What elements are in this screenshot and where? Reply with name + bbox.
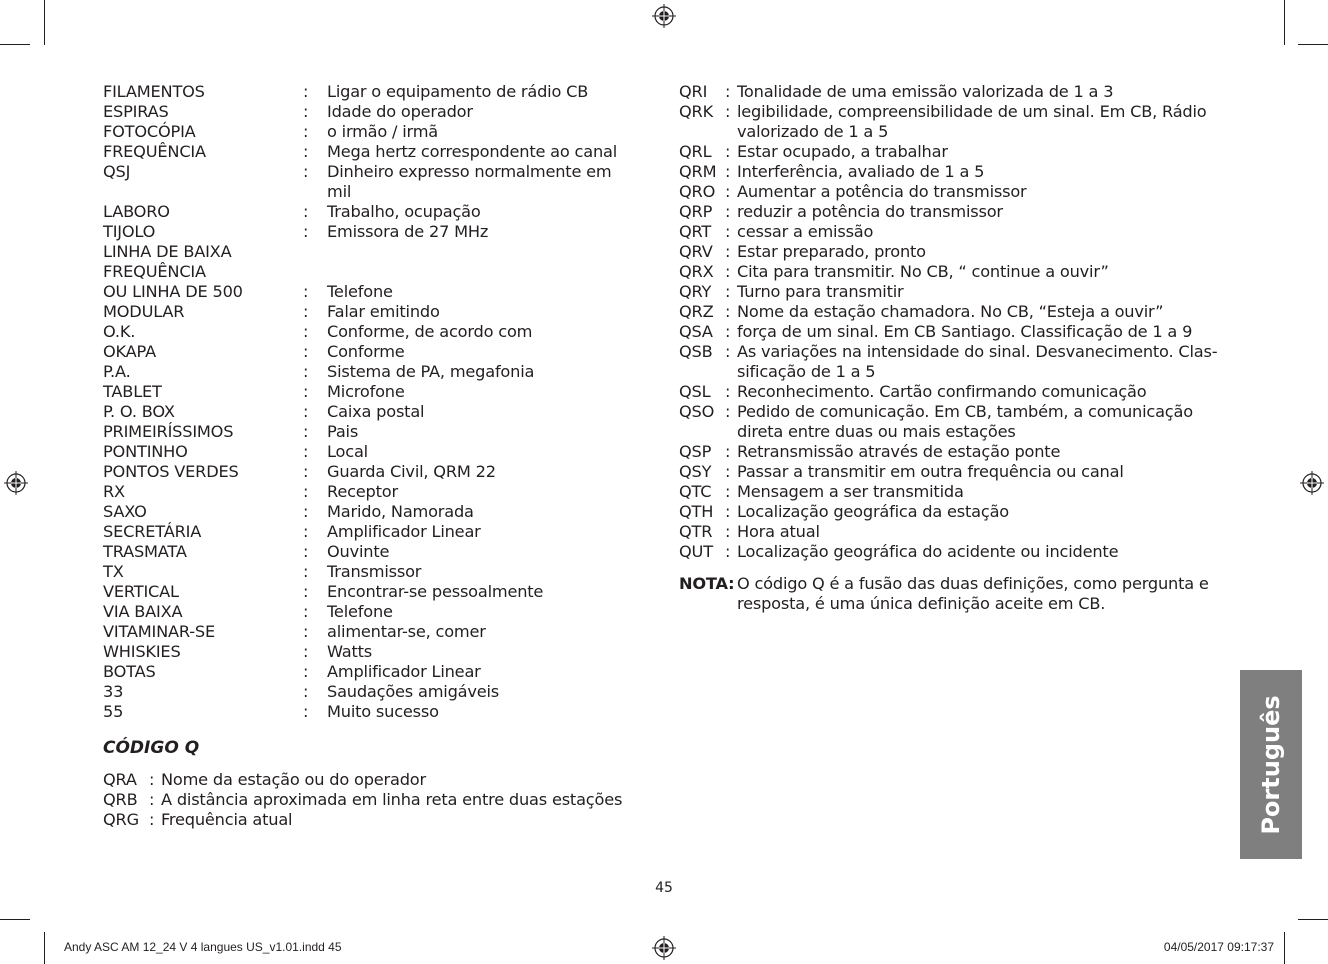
glossary-definition: o irmão / irmã bbox=[327, 122, 439, 141]
q-definition: Pedido de comunicação. Em CB, também, a comunicação direta entre duas ou mais estações bbox=[737, 402, 1193, 441]
q-code: QTC bbox=[679, 482, 712, 501]
q-colon: : bbox=[725, 542, 731, 561]
q-definition: A distância aproximada em linha reta entre duas estações bbox=[161, 790, 623, 809]
q-definition: As variações na intensidade do sinal. Desvanecimento. Clas-sificação de 1 a 5 bbox=[737, 342, 1218, 381]
crop-mark bbox=[0, 44, 30, 45]
q-colon: : bbox=[725, 462, 731, 481]
q-code-row bbox=[679, 342, 1239, 382]
q-code-row bbox=[679, 522, 1239, 542]
q-code-row bbox=[679, 82, 1239, 102]
q-definition: legibilidade, compreensibilidade de um sinal. Em CB, Rádio valorizado de 1 a 5 bbox=[737, 102, 1207, 141]
glossary-row bbox=[103, 122, 663, 142]
q-colon: : bbox=[725, 442, 731, 461]
glossary-definition: Microfone bbox=[327, 382, 405, 401]
registration-mark-icon bbox=[652, 4, 676, 28]
q-colon: : bbox=[725, 262, 731, 281]
q-colon: : bbox=[725, 242, 731, 261]
glossary-colon bbox=[303, 262, 327, 282]
q-code-row bbox=[103, 790, 663, 810]
glossary-definition bbox=[327, 242, 663, 262]
glossary-colon: : bbox=[303, 342, 309, 361]
nota-block bbox=[679, 574, 1239, 614]
glossary-colon: : bbox=[303, 702, 309, 721]
glossary-term: TIJOLO bbox=[103, 222, 156, 241]
q-colon: : bbox=[725, 142, 731, 161]
glossary-colon: : bbox=[303, 162, 309, 181]
glossary-definition: Telefone bbox=[327, 602, 393, 621]
q-code: QRL bbox=[679, 142, 712, 161]
glossary-term: OKAPA bbox=[103, 342, 156, 361]
glossary-row bbox=[103, 502, 663, 522]
glossary-row bbox=[103, 682, 663, 702]
glossary-colon: : bbox=[303, 622, 309, 641]
glossary-row bbox=[103, 582, 663, 602]
q-code: QRK bbox=[679, 102, 714, 121]
glossary-colon bbox=[303, 242, 327, 262]
crop-mark bbox=[1284, 0, 1285, 45]
q-code: QRB bbox=[103, 790, 138, 809]
glossary-term: SECRETÁRIA bbox=[103, 522, 202, 541]
q-colon: : bbox=[725, 342, 731, 361]
q-code-row bbox=[679, 442, 1239, 462]
glossary-row bbox=[103, 442, 663, 462]
glossary-definition: Local bbox=[327, 442, 368, 461]
glossary-colon: : bbox=[303, 582, 309, 601]
glossary-term: MODULAR bbox=[103, 302, 185, 321]
q-definition: Reconhecimento. Cartão confirmando comunicação bbox=[737, 382, 1147, 401]
glossary-term: TRASMATA bbox=[103, 542, 187, 561]
q-code: QSB bbox=[679, 342, 713, 361]
glossary-colon: : bbox=[303, 102, 309, 121]
glossary-term: PONTOS VERDES bbox=[103, 462, 239, 481]
q-code: QRI bbox=[679, 82, 708, 101]
nota-label: NOTA: bbox=[679, 574, 735, 593]
glossary-term: TX bbox=[103, 562, 124, 581]
glossary-colon: : bbox=[303, 682, 309, 701]
glossary-definition: Telefone bbox=[327, 282, 393, 301]
glossary-term: RX bbox=[103, 482, 125, 501]
q-code-row bbox=[679, 242, 1239, 262]
q-code-row bbox=[679, 322, 1239, 342]
glossary-colon: : bbox=[303, 642, 309, 661]
language-tab bbox=[1240, 670, 1302, 859]
glossary-definition: Idade do operador bbox=[327, 102, 473, 121]
glossary-row bbox=[103, 222, 663, 242]
glossary-definition: Ligar o equipamento de rádio CB bbox=[327, 82, 589, 101]
crop-mark bbox=[1284, 932, 1285, 964]
q-code-row bbox=[679, 282, 1239, 302]
glossary-term: 33 bbox=[103, 682, 124, 701]
glossary-term: VITAMINAR-SE bbox=[103, 622, 216, 641]
glossary-definition: Conforme, de acordo com bbox=[327, 322, 533, 341]
q-code: QSY bbox=[679, 462, 712, 481]
glossary-term: ESPIRAS bbox=[103, 102, 169, 121]
q-colon: : bbox=[149, 770, 155, 789]
glossary-definition: alimentar-se, comer bbox=[327, 622, 486, 641]
q-code-row bbox=[679, 402, 1239, 442]
glossary-row bbox=[103, 602, 663, 622]
q-code-row bbox=[679, 462, 1239, 482]
q-definition: Mensagem a ser transmitida bbox=[737, 482, 964, 501]
q-code-list-right bbox=[679, 82, 1239, 562]
glossary-colon: : bbox=[303, 82, 309, 101]
q-code: QRO bbox=[679, 182, 716, 201]
glossary-row bbox=[103, 462, 663, 482]
q-code-row bbox=[679, 142, 1239, 162]
q-definition: Aumentar a potência do transmissor bbox=[737, 182, 1027, 201]
glossary-colon: : bbox=[303, 382, 309, 401]
glossary-term: 55 bbox=[103, 702, 124, 721]
glossary-colon: : bbox=[303, 502, 309, 521]
q-definition: Estar ocupado, a trabalhar bbox=[737, 142, 948, 161]
glossary-row bbox=[103, 422, 663, 442]
registration-mark-icon bbox=[652, 936, 676, 960]
q-colon: : bbox=[725, 102, 731, 121]
q-colon: : bbox=[149, 790, 155, 809]
crop-mark bbox=[44, 0, 45, 45]
glossary-term: TABLET bbox=[103, 382, 162, 401]
glossary-row bbox=[103, 142, 663, 162]
glossary-definition: Dinheiro expresso normalmente em mil bbox=[327, 162, 612, 201]
left-column bbox=[103, 82, 663, 830]
q-colon: : bbox=[149, 810, 155, 829]
glossary-row bbox=[103, 642, 663, 662]
glossary-definition: Receptor bbox=[327, 482, 398, 501]
glossary-colon: : bbox=[303, 482, 309, 501]
registration-mark-icon bbox=[4, 471, 28, 495]
glossary-colon: : bbox=[303, 202, 309, 221]
glossary-term: FREQUÊNCIA bbox=[103, 262, 206, 281]
q-code-row bbox=[103, 810, 663, 830]
glossary-row bbox=[103, 242, 663, 262]
q-code-row bbox=[679, 102, 1239, 142]
glossary-colon: : bbox=[303, 322, 309, 341]
language-tab-label: Português bbox=[1257, 694, 1285, 835]
q-code: QRM bbox=[679, 162, 717, 181]
glossary-colon: : bbox=[303, 602, 309, 621]
glossary-definition: Falar emitindo bbox=[327, 302, 440, 321]
glossary-row bbox=[103, 662, 663, 682]
q-colon: : bbox=[725, 282, 731, 301]
q-code-row bbox=[679, 162, 1239, 182]
glossary-row bbox=[103, 342, 663, 362]
glossary-term: P. O. BOX bbox=[103, 402, 175, 421]
glossary-row bbox=[103, 542, 663, 562]
glossary-colon: : bbox=[303, 122, 309, 141]
glossary-definition: Amplificador Linear bbox=[327, 662, 481, 681]
q-definition: Localização geográfica da estação bbox=[737, 502, 1010, 521]
glossary-colon: : bbox=[303, 222, 309, 241]
crop-mark bbox=[0, 919, 30, 920]
q-colon: : bbox=[725, 522, 731, 541]
glossary-row bbox=[103, 162, 663, 202]
q-definition: Retransmissão através de estação ponte bbox=[737, 442, 1061, 461]
q-code: QTH bbox=[679, 502, 714, 521]
nota-text: O código Q é a fusão das duas definições, como pergunta e resposta, é uma única definição aceite em CB. bbox=[737, 574, 1209, 613]
right-column bbox=[679, 82, 1239, 614]
slug-filename: Andy ASC AM 12_24 V 4 langues US_v1.01.indd 45 bbox=[64, 940, 342, 954]
q-code-row bbox=[679, 222, 1239, 242]
glossary-colon: : bbox=[303, 402, 309, 421]
q-code-row bbox=[103, 770, 663, 790]
glossary-definition: Guarda Civil, QRM 22 bbox=[327, 462, 496, 481]
glossary-term: PONTINHO bbox=[103, 442, 188, 461]
glossary-colon: : bbox=[303, 562, 309, 581]
glossary-colon: : bbox=[303, 142, 309, 161]
glossary-row bbox=[103, 82, 663, 102]
glossary-definition: Emissora de 27 MHz bbox=[327, 222, 489, 241]
glossary-row bbox=[103, 382, 663, 402]
glossary-row bbox=[103, 202, 663, 222]
q-code: QSO bbox=[679, 402, 715, 421]
glossary-term: O.K. bbox=[103, 322, 136, 341]
glossary-term: WHISKIES bbox=[103, 642, 181, 661]
glossary-definition: Ouvinte bbox=[327, 542, 390, 561]
glossary-term: FREQUÊNCIA bbox=[103, 142, 206, 161]
q-code-row bbox=[679, 182, 1239, 202]
glossary-definition: Transmissor bbox=[327, 562, 422, 581]
q-colon: : bbox=[725, 182, 731, 201]
q-code: QRG bbox=[103, 810, 139, 829]
page-number: 45 bbox=[655, 880, 673, 896]
q-colon: : bbox=[725, 482, 731, 501]
q-colon: : bbox=[725, 502, 731, 521]
glossary-colon: : bbox=[303, 362, 309, 381]
glossary-colon: : bbox=[303, 522, 309, 541]
glossary-colon: : bbox=[303, 442, 309, 461]
q-code-row bbox=[679, 482, 1239, 502]
q-definition: Cita para transmitir. No CB, “ continue a ouvir” bbox=[737, 262, 1109, 281]
q-colon: : bbox=[725, 162, 731, 181]
q-code: QSP bbox=[679, 442, 712, 461]
q-colon: : bbox=[725, 82, 731, 101]
glossary-row bbox=[103, 282, 663, 302]
q-code-row bbox=[679, 302, 1239, 322]
glossary-definition: Encontrar-se pessoalmente bbox=[327, 582, 544, 601]
glossary-row bbox=[103, 102, 663, 122]
glossary-term: FOTOCÓPIA bbox=[103, 122, 196, 141]
crop-mark bbox=[44, 932, 45, 964]
crop-mark bbox=[1298, 919, 1328, 920]
q-code: QRY bbox=[679, 282, 712, 301]
glossary-row bbox=[103, 702, 663, 722]
glossary-term: VIA BAIXA bbox=[103, 602, 183, 621]
q-code-row bbox=[679, 202, 1239, 222]
q-definition: Hora atual bbox=[737, 522, 820, 541]
glossary-definition: Pais bbox=[327, 422, 359, 441]
registration-mark-icon bbox=[1300, 471, 1324, 495]
q-definition: força de um sinal. Em CB Santiago. Classificação de 1 a 9 bbox=[737, 322, 1193, 341]
q-code: QRX bbox=[679, 262, 714, 281]
q-definition: Estar preparado, pronto bbox=[737, 242, 926, 261]
glossary-definition: Muito sucesso bbox=[327, 702, 439, 721]
glossary-colon: : bbox=[303, 302, 309, 321]
glossary-definition: Conforme bbox=[327, 342, 405, 361]
glossary-row bbox=[103, 622, 663, 642]
codigo-q-heading: CÓDIGO Q bbox=[103, 738, 200, 758]
glossary-row bbox=[103, 482, 663, 502]
q-code-row bbox=[679, 542, 1239, 562]
glossary-term: LINHA DE BAIXA bbox=[103, 242, 232, 261]
q-definition: cessar a emissão bbox=[737, 222, 874, 241]
glossary-row bbox=[103, 522, 663, 542]
glossary-colon: : bbox=[303, 422, 309, 441]
q-code: QUT bbox=[679, 542, 713, 561]
q-definition: Interferência, avaliado de 1 a 5 bbox=[737, 162, 985, 181]
glossary-term: VERTICAL bbox=[103, 582, 179, 601]
glossary-term: BOTAS bbox=[103, 662, 156, 681]
q-code: QRP bbox=[679, 202, 713, 221]
glossary-row bbox=[103, 362, 663, 382]
q-definition: Tonalidade de uma emissão valorizada de 1 a 3 bbox=[737, 82, 1114, 101]
glossary-term: QSJ bbox=[103, 162, 131, 181]
q-definition: reduzir a potência do transmissor bbox=[737, 202, 1003, 221]
q-colon: : bbox=[725, 222, 731, 241]
q-definition: Passar a transmitir em outra frequência ou canal bbox=[737, 462, 1124, 481]
q-colon: : bbox=[725, 202, 731, 221]
glossary-colon: : bbox=[303, 282, 309, 301]
q-definition: Nome da estação chamadora. No CB, “Esteja a ouvir” bbox=[737, 302, 1164, 321]
glossary-definition: Mega hertz correspondente ao canal bbox=[327, 142, 618, 161]
glossary-row bbox=[103, 262, 663, 282]
q-colon: : bbox=[725, 402, 731, 421]
glossary-definition: Sistema de PA, megafonia bbox=[327, 362, 535, 381]
q-code-row bbox=[679, 382, 1239, 402]
glossary-definition: Amplificador Linear bbox=[327, 522, 481, 541]
glossary-row bbox=[103, 322, 663, 342]
crop-mark bbox=[1298, 44, 1328, 45]
q-code: QRA bbox=[103, 770, 137, 789]
glossary-definition: Trabalho, ocupação bbox=[327, 202, 481, 221]
q-colon: : bbox=[725, 302, 731, 321]
glossary-list bbox=[103, 82, 663, 722]
glossary-definition: Saudações amigáveis bbox=[327, 682, 500, 701]
slug-date: 04/05/2017 09:17:37 bbox=[1163, 940, 1274, 954]
glossary-definition: Caixa postal bbox=[327, 402, 425, 421]
glossary-colon: : bbox=[303, 662, 309, 681]
glossary-term: SAXO bbox=[103, 502, 147, 521]
glossary-colon: : bbox=[303, 462, 309, 481]
q-code: QSL bbox=[679, 382, 711, 401]
glossary-term: PRIMEIRÍSSIMOS bbox=[103, 422, 234, 441]
q-code: QRZ bbox=[679, 302, 714, 321]
q-colon: : bbox=[725, 382, 731, 401]
q-code-list-left bbox=[103, 770, 663, 830]
glossary-row bbox=[103, 402, 663, 422]
glossary-term: FILAMENTOS bbox=[103, 82, 205, 101]
q-definition: Nome da estação ou do operador bbox=[161, 770, 426, 789]
q-colon: : bbox=[725, 322, 731, 341]
q-code: QSA bbox=[679, 322, 713, 341]
q-code: QRT bbox=[679, 222, 712, 241]
glossary-colon: : bbox=[303, 542, 309, 561]
glossary-definition: Marido, Namorada bbox=[327, 502, 474, 521]
q-code-row bbox=[679, 262, 1239, 282]
q-code-row bbox=[679, 502, 1239, 522]
q-code: QTR bbox=[679, 522, 713, 541]
q-definition: Localização geográfica do acidente ou incidente bbox=[737, 542, 1119, 561]
glossary-term: OU LINHA DE 500 bbox=[103, 282, 243, 301]
glossary-term: P.A. bbox=[103, 362, 131, 381]
q-definition: Frequência atual bbox=[161, 810, 293, 829]
glossary-term: LABORO bbox=[103, 202, 170, 221]
glossary-definition bbox=[327, 262, 663, 282]
glossary-row bbox=[103, 302, 663, 322]
glossary-row bbox=[103, 562, 663, 582]
q-code: QRV bbox=[679, 242, 713, 261]
glossary-definition: Watts bbox=[327, 642, 373, 661]
q-definition: Turno para transmitir bbox=[737, 282, 904, 301]
